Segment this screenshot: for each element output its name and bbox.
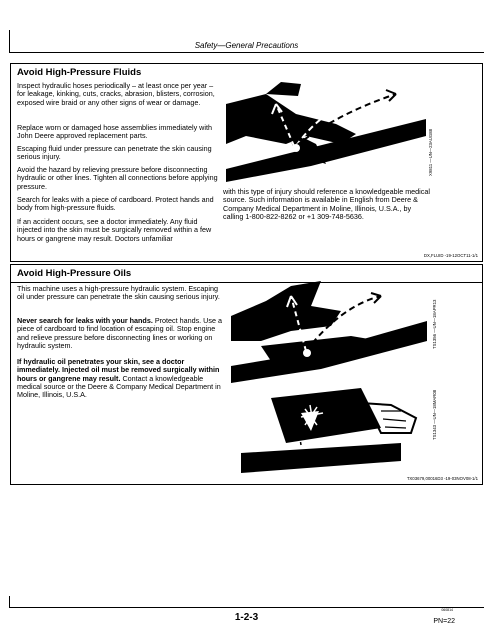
paragraph-avoid: Avoid the hazard by relieving pressure before disconnecting hydraulic or other lines. Tighten all connections before applying pressure. bbox=[17, 165, 218, 191]
image-code: X9811 —UN—23AUG88 bbox=[428, 129, 433, 176]
paragraph-escaping: Escaping fluid under pressure can penetrate the skin causing serious injury. bbox=[17, 144, 212, 162]
section-title: Avoid High-Pressure Oils bbox=[17, 268, 132, 279]
hand-leak-illustration bbox=[231, 281, 427, 383]
paragraph-accident: If an accident occurs, see a doctor immediately. Any fluid injected into the skin must be surgically removed within a few hours or gangrene may result. Doctors unfamiliar bbox=[17, 217, 212, 243]
paragraph-inspect: Inspect hydraulic hoses periodically – at least once per year – for leakage, kinking, cuts, cracks, abrasion, blisters, corrosion, exposed wire braid or any other signs of wear or damage. bbox=[17, 81, 215, 107]
paragraph-penetrates bbox=[17, 358, 225, 399]
page-header-title: Safety—General Precautions bbox=[194, 41, 299, 50]
warning-text: Protect hands. Use a piece of cardboard to find location of escaping oil. Stop engine and relieve pressure before disconnecting lines or working on hydraulic system. bbox=[17, 316, 222, 350]
section-high-pressure-fluids bbox=[10, 63, 483, 262]
paragraph-machine: This machine uses a high-pressure hydraulic system. Escaping oil under pressure can penetrate the skin causing serious injury. bbox=[17, 284, 220, 302]
footer-small-code: 060814 bbox=[441, 608, 453, 612]
paragraph-never-search bbox=[17, 317, 225, 350]
image-code-1: TS1356 —UN—18APR13 bbox=[432, 299, 437, 349]
section-title: Avoid High-Pressure Fluids bbox=[17, 67, 142, 78]
page-number: 1-2-3 bbox=[234, 612, 259, 623]
section-footer-code: DX,FLUID -19-12OCT11-1/1 bbox=[423, 253, 478, 258]
footer-left-tick bbox=[9, 596, 10, 608]
cardboard-leak-search-illustration bbox=[241, 383, 426, 475]
paragraph-medical: with this type of injury should reference a knowledgeable medical source. Such information is available in English from Deere & Company Medical Department in Moline, Illinois, U.S.A., by calling 1-800-822-8262 or +1 309-748-5636. bbox=[223, 187, 430, 221]
section-high-pressure-oils bbox=[10, 264, 483, 485]
warning-text: Contact a knowledgeable medical source or the Deere & Company Medical Department in Moline, Illinois, U.S.A. bbox=[17, 373, 221, 400]
warning-bold: If hydraulic oil penetrates your skin, see a doctor immediately. Injected oil must be removed surgically within hours or gangrene may result. bbox=[17, 357, 220, 383]
high-pressure-leak-illustration bbox=[226, 74, 426, 182]
section-footer-code: TX03679,00016D3 -19-03NOV08-1/1 bbox=[406, 476, 478, 481]
header-rule bbox=[9, 52, 484, 53]
image-code-2: TS1343 —UN—18MAR08 bbox=[432, 389, 437, 440]
warning-bold: Never search for leaks with your hands. bbox=[17, 316, 153, 325]
paragraph-search: Search for leaks with a piece of cardboard. Protect hands and body from high-pressure fluids. bbox=[17, 195, 214, 213]
paragraph-replace: Replace worn or damaged hose assemblies immediately with John Deere approved replacement parts. bbox=[17, 123, 212, 141]
footer-rule bbox=[9, 607, 484, 608]
pn-number: PN=22 bbox=[433, 618, 455, 625]
